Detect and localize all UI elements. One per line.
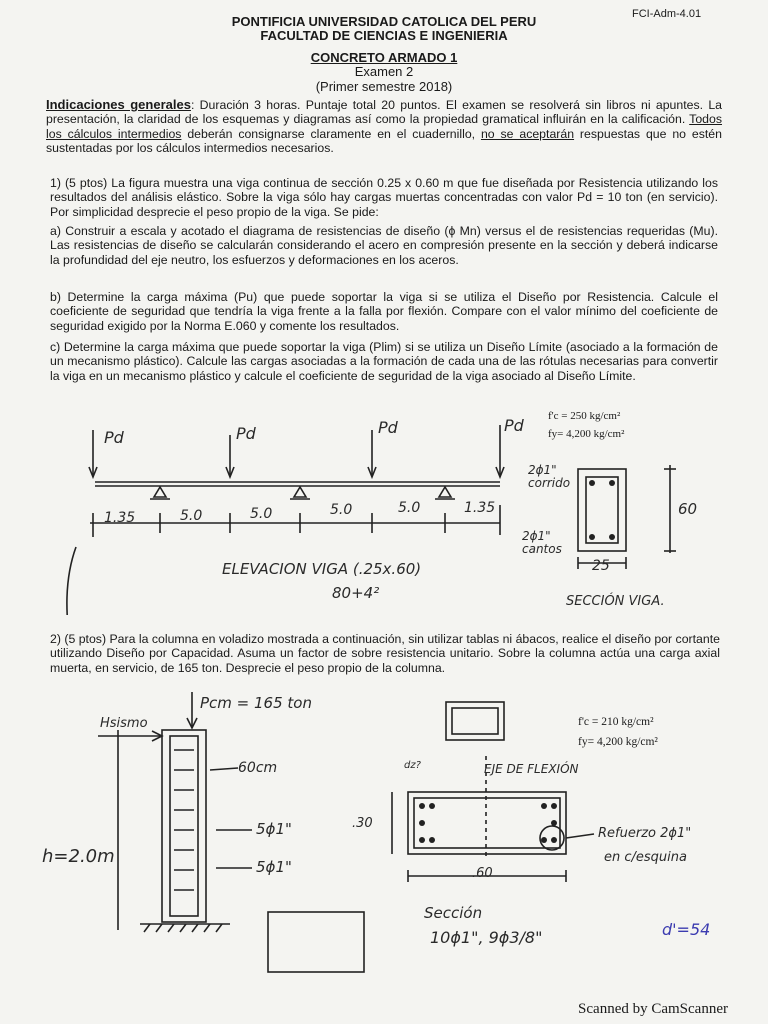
elevation-caption: ELEVACION VIGA (.25x.60): [222, 560, 422, 578]
rebar-label-1: 5ϕ1": [256, 820, 292, 838]
scanner-watermark: Scanned by CamScanner: [578, 1001, 728, 1017]
load-label-3: Pd: [378, 418, 398, 437]
p1-steel-strength: fy= 4,200 kg/cm²: [548, 428, 625, 440]
span-dim-2: 5.0: [180, 508, 203, 524]
span-dim-1: 1.35: [104, 510, 136, 526]
indications-label: Indicaciones generales: [46, 97, 191, 112]
rebar-label-2: 5ϕ1": [256, 858, 292, 876]
problem1-intro: 1) (5 ptos) La figura muestra una viga continua de sección 0.25 x 0.60 m que fue diseñada por Resistencia utilizando los resultados del análisis elástico. Sobre la viga sólo hay cargas muertas concentradas con valor Pd = 10 ton (en servicio). Por simplicidad desprecie el peso propio de la viga. Se pide:: [50, 176, 718, 219]
axial-load-label: Pcm = 165 ton: [200, 694, 312, 712]
bending-axis-label: EJE DE FLEXIÓN: [484, 762, 579, 776]
bottom-rebar-note: 2ϕ1" cantos: [522, 529, 562, 556]
span-dim-4: 5.0: [330, 502, 353, 518]
column-rebar-summary: 10ϕ1", 9ϕ3/8": [430, 928, 543, 947]
small-annotation: dz?: [404, 760, 421, 771]
seismic-force-label: Hsismo: [100, 716, 148, 731]
span-dim-3: 5.0: [250, 506, 273, 522]
indications-emphasis: Todos los cálculos intermedios: [46, 112, 722, 141]
course-title: CONCRETO ARMADO 1: [310, 50, 458, 65]
indications-text-2: deberán consignarse claramente en el cuadernillo,: [181, 126, 481, 141]
indications-emphasis-2: no se aceptarán: [480, 126, 575, 141]
problem2-intro: 2) (5 ptos) Para la columna en voladizo mostrada a continuación, sin utilizar tablas ni ábacos, realice el diseño por cortante utilizando Diseño por Capacidad. Asuma un factor de sobre resistencia unitario. Sobre la columna actúa una carga axial muerta, en servicio, de 165 ton. Desprecie el peso propio de la columna.: [50, 632, 720, 675]
university-name: PONTIFICIA UNIVERSIDAD CATOLICA DEL PERU: [231, 14, 537, 29]
load-label-1: Pd: [104, 428, 124, 447]
corner-rebar-note: Refuerzo 2ϕ1": [598, 826, 692, 841]
problem1-part-a: a) Construir a escala y acotado el diagrama de resistencias de diseño (ϕ Mn) versus el de resistencias requeridas (Mu). Las resistencias de diseño se calcularán considerando el acero en compresión presente en la sección y deberá indicarse la profundidad del eje neutro, los esfuerzos y deformaciones en los aceros.: [50, 224, 718, 267]
span-dim-6: 1.35: [464, 500, 496, 516]
general-indications: [46, 98, 722, 155]
section-height-dim: 60: [678, 500, 698, 518]
faculty-name: FACULTAD DE CIENCIAS E INGENIERIA: [260, 28, 508, 43]
column-height-label: h=2.0m: [42, 846, 115, 867]
corner-rebar-note-2: en c/esquina: [604, 850, 687, 865]
section-width-dim: 25: [592, 558, 610, 574]
column-width-dim: 60cm: [238, 760, 278, 776]
top-rebar-note: 2ϕ1" corrido: [528, 463, 571, 490]
problem1-part-b: b) Determine la carga máxima (Pu) que puede soportar la viga si se utiliza el Diseño por Resistencia. Calcule el coeficiente de seguridad que tendría la viga frente a la falla por flexión. Compare con el valor mínimo del coeficiente de seguridad exigido por la Norma E.060 y comente los resultados.: [50, 290, 718, 333]
p2-concrete-strength: f'c = 210 kg/cm²: [578, 716, 654, 728]
column-section-caption: Sección: [424, 904, 483, 922]
section-caption: SECCIÓN VIGA.: [566, 594, 665, 609]
effective-depth-note: d'=54: [662, 920, 711, 939]
span-dim-5: 5.0: [398, 500, 421, 516]
section-depth-dim: .30: [352, 816, 373, 831]
p2-steel-strength: fy= 4,200 kg/cm²: [578, 736, 658, 748]
semester-label: (Primer semestre 2018): [315, 79, 453, 94]
p1-concrete-strength: f'c = 250 kg/cm²: [548, 410, 621, 422]
problem1-part-c: c) Determine la carga máxima que puede soportar la viga (Plim) si se utiliza un Diseño Límite (asociado a la formación de un mecanismo plástico). Calcule las cargas asociadas a la formación de cada una de las rótulas necesarias para convertir la viga en un mecanismo plástico y calcule el coeficiente de seguridad de la viga asociado al Diseño Límite.: [50, 340, 718, 383]
exam-title: Examen 2: [354, 64, 414, 79]
document-code: FCI-Adm-4.01: [632, 8, 702, 20]
indications-text: : Duración 3 horas. Puntaje total 20 puntos. El examen se resolverá sin libros ni apuntes. La presentación, la claridad de los esquemas y diagramas así como la propiedad gramatical influirán en la calificación.: [46, 98, 722, 127]
section-width-dim-2: .60: [472, 866, 493, 881]
indications-text-3: respuestas que no estén sustentadas por los cálculos intermedios necesarios.: [46, 126, 722, 155]
load-label-4: Pd: [504, 416, 524, 435]
scribble-note: 80+4²: [332, 584, 380, 602]
load-label-2: Pd: [236, 424, 256, 443]
